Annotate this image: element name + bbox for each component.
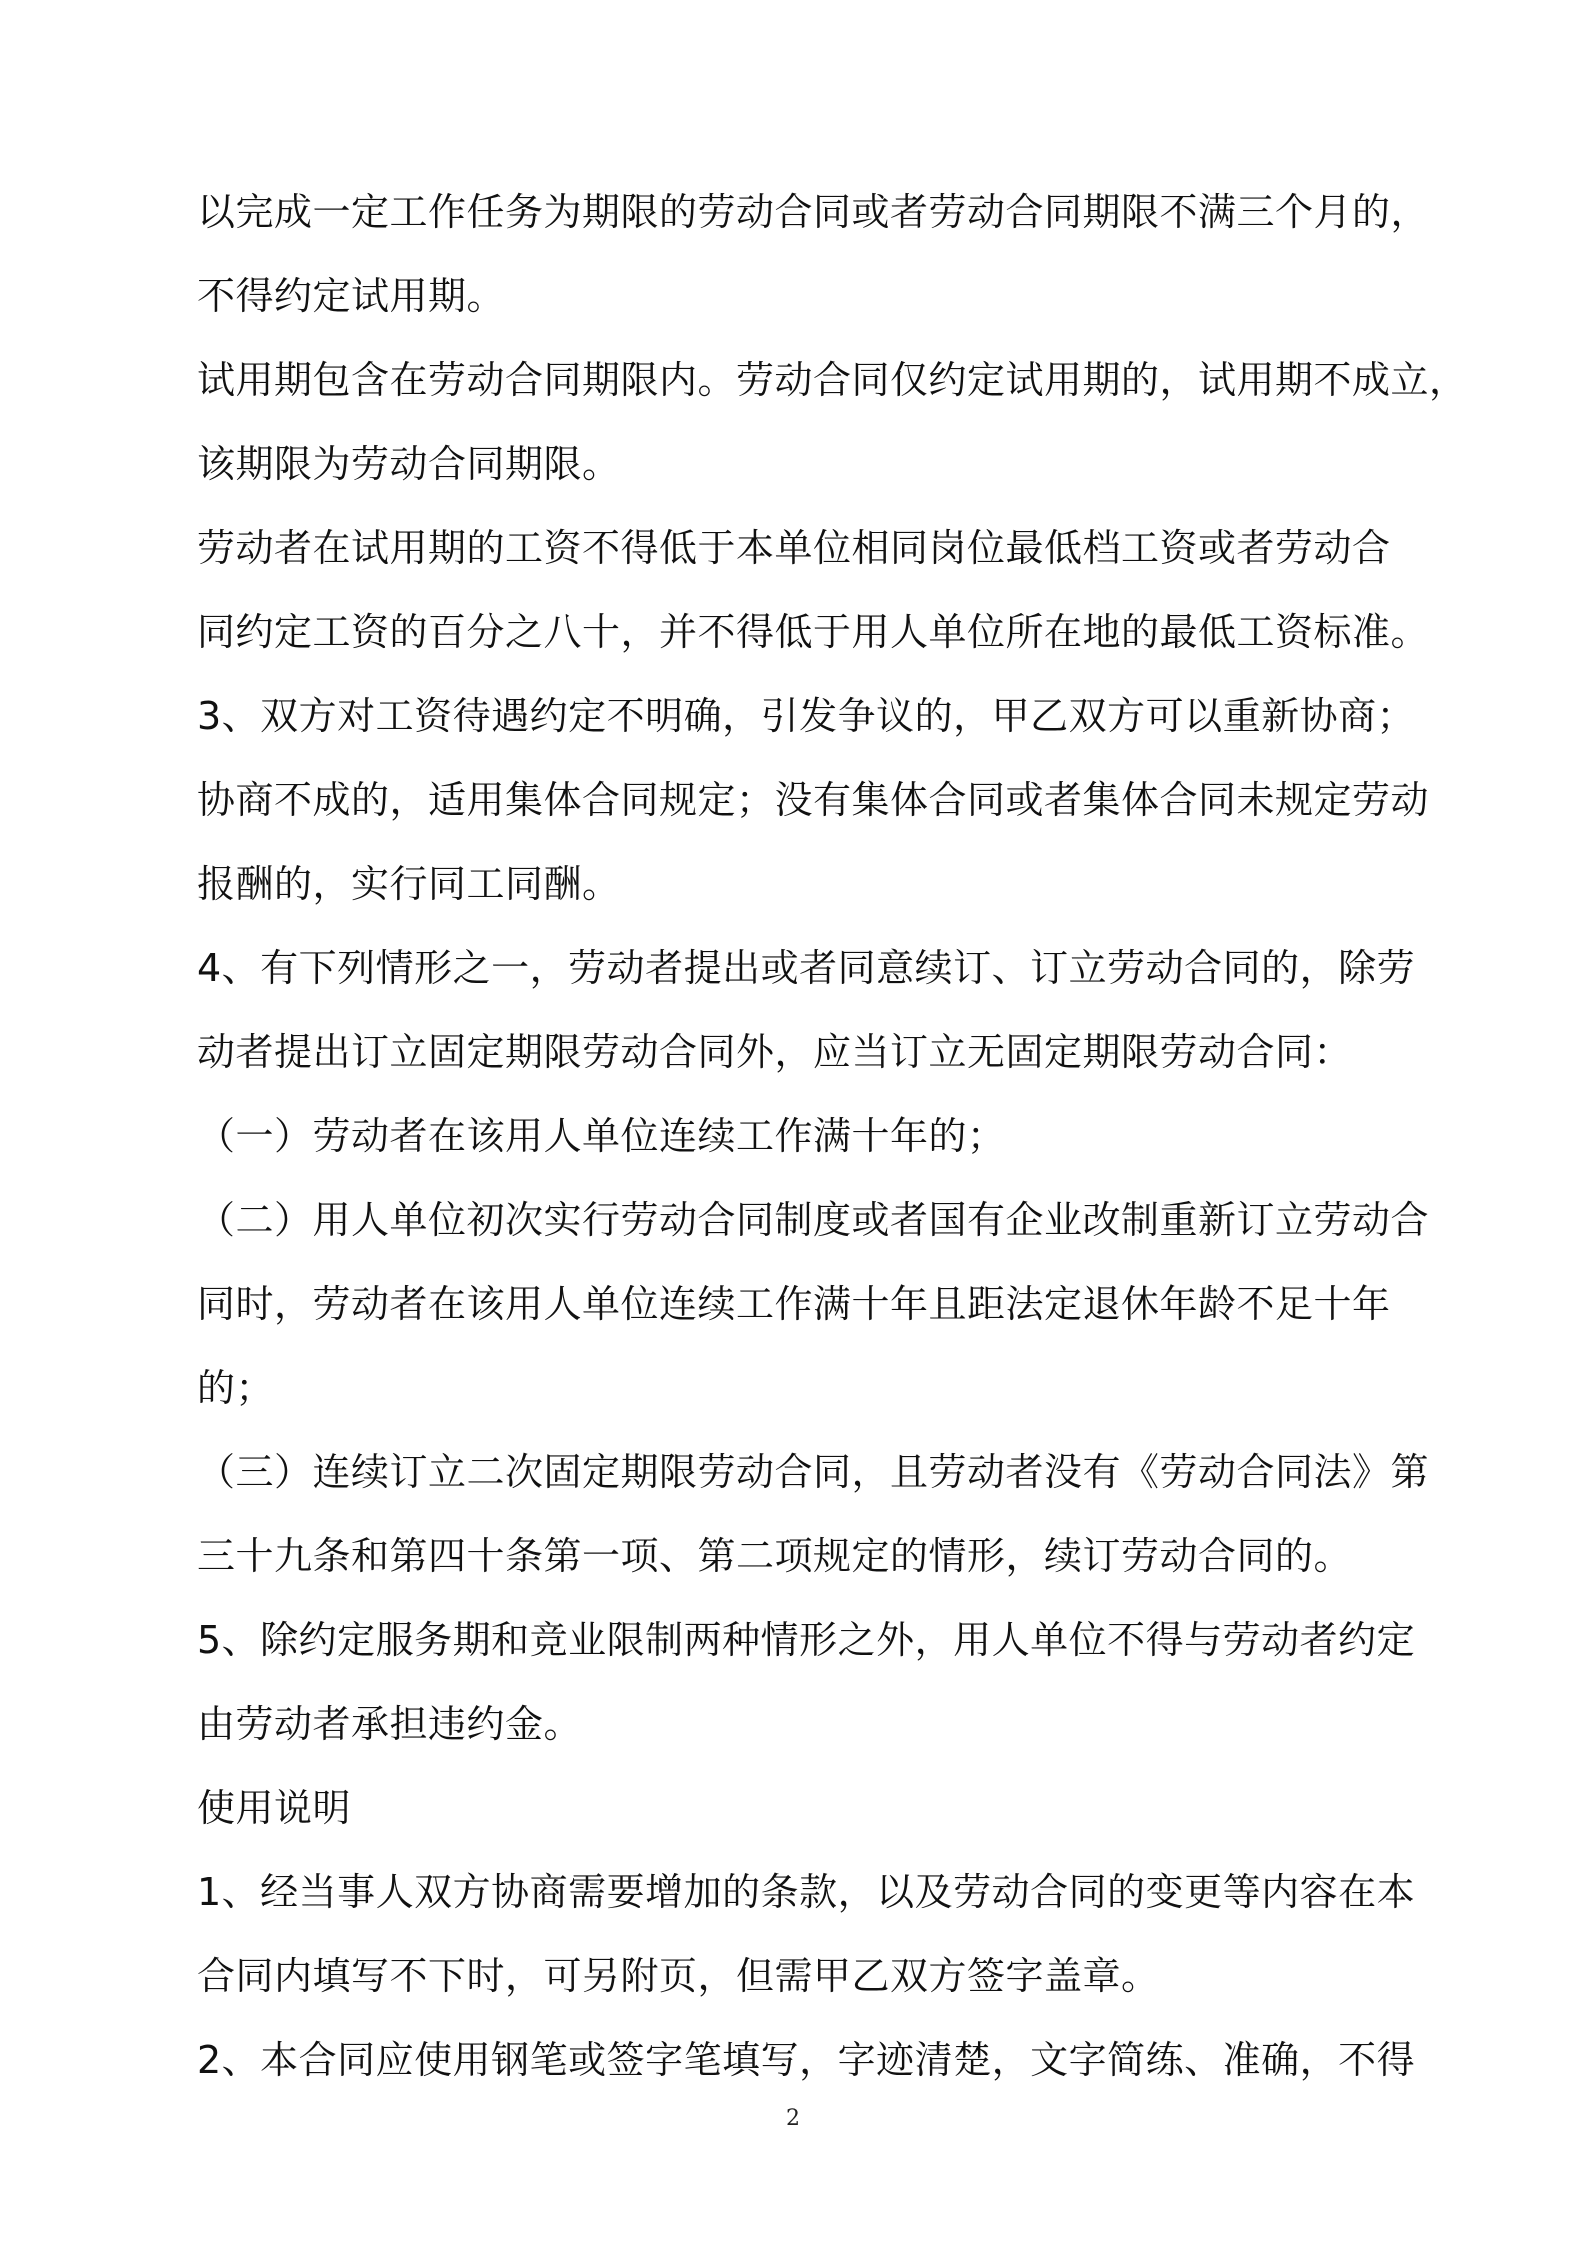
text-line: 试用期包含在劳动合同期限内。劳动合同仅约定试用期的，试用期不成立， (197, 358, 1468, 402)
text-line: 协商不成的，适用集体合同规定；没有集体合同或者集体合同未规定劳动 (197, 778, 1430, 822)
text-line: 该期限为劳动合同期限。 (197, 442, 621, 486)
text-line: 4、有下列情形之一，劳动者提出或者同意续订、订立劳动合同的，除劳 (197, 946, 1416, 990)
text-line: 1、经当事人双方协商需要增加的条款，以及劳动合同的变更等内容在本 (197, 1870, 1416, 1914)
document-body (197, 170, 1468, 2102)
text-line: （一）劳动者在该用人单位连续工作满十年的； (197, 1114, 1006, 1158)
text-line: 动者提出订立固定期限劳动合同外，应当订立无固定期限劳动合同： (197, 1030, 1353, 1074)
text-line: 报酬的，实行同工同酬。 (197, 862, 621, 906)
text-line: 不得约定试用期。 (197, 274, 506, 318)
text-line: 3、双方对工资待遇约定不明确，引发争议的，甲乙双方可以重新协商； (197, 694, 1416, 738)
text-line: 使用说明 (197, 1786, 352, 1830)
text-line: （三）连续订立二次固定期限劳动合同，且劳动者没有《劳动合同法》第 (197, 1450, 1430, 1494)
text-line: 由劳动者承担违约金。 (197, 1702, 583, 1746)
text-line: 同约定工资的百分之八十，并不得低于用人单位所在地的最低工资标准。 (197, 610, 1430, 654)
text-line: 以完成一定工作任务为期限的劳动合同或者劳动合同期限不满三个月的， (197, 190, 1430, 234)
text-line: 2、本合同应使用钢笔或签字笔填写，字迹清楚，文字简练、准确，不得 (197, 2038, 1416, 2082)
text-line: （二）用人单位初次实行劳动合同制度或者国有企业改制重新订立劳动合 (197, 1198, 1430, 1242)
text-line: 劳动者在试用期的工资不得低于本单位相同岗位最低档工资或者劳动合 (197, 526, 1391, 570)
text-line: 三十九条和第四十条第一项、第二项规定的情形，续订劳动合同的。 (197, 1534, 1353, 1578)
text-line: 5、除约定服务期和竞业限制两种情形之外，用人单位不得与劳动者约定 (197, 1618, 1416, 1662)
text-line: 合同内填写不下时，可另附页，但需甲乙双方签字盖章。 (197, 1954, 1160, 1998)
text-line: 同时，劳动者在该用人单位连续工作满十年且距法定退休年龄不足十年 (197, 1282, 1391, 1326)
text-line: 的； (197, 1366, 275, 1410)
page-number: 2 (786, 2106, 800, 2131)
